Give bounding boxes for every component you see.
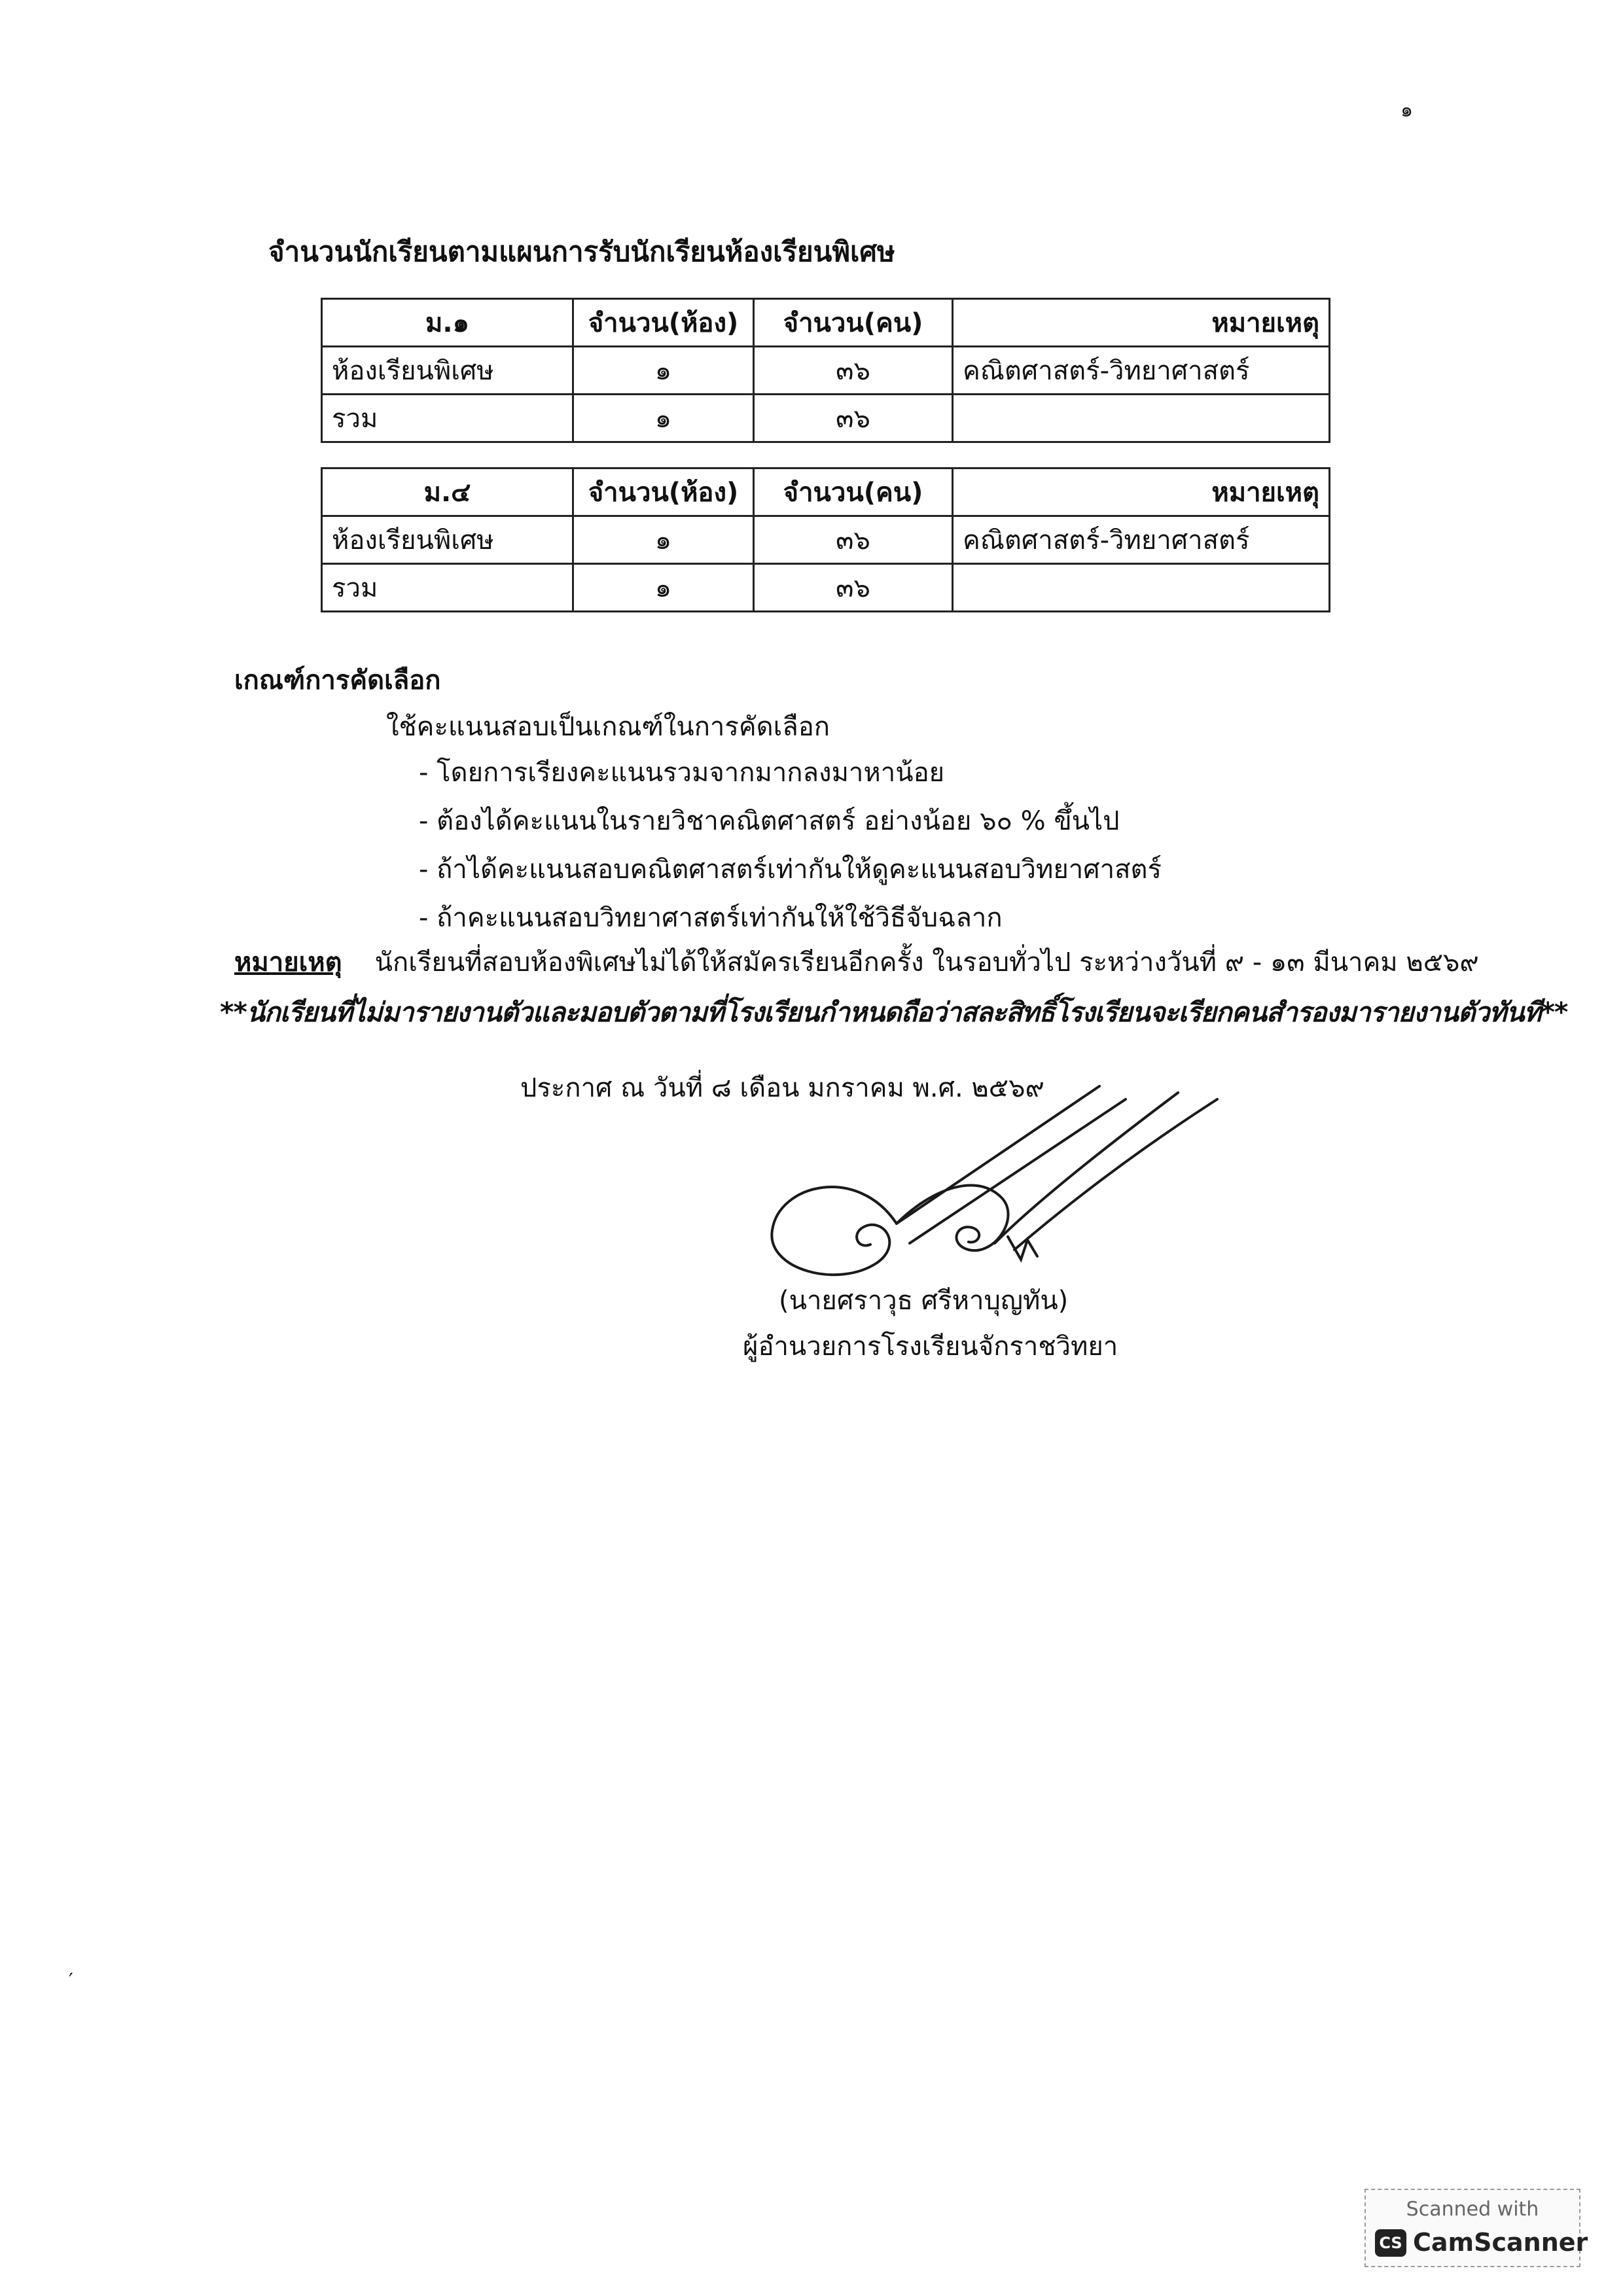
header-rooms: จำนวน(ห้อง) <box>573 299 754 347</box>
cell-students: ๓๖ <box>754 516 953 564</box>
announcement-date: ประกาศ ณ วันที่ ๘ เดือน มกราคม พ.ศ. ๒๕๖๙ <box>520 1073 1044 1103</box>
cell-rooms: ๑ <box>573 347 754 395</box>
cell-remark: คณิตศาสตร์-วิทยาศาสตร์ <box>953 516 1330 564</box>
cell-total-students: ๓๖ <box>754 564 953 612</box>
table-row-total <box>322 564 1330 612</box>
cell-program: ห้องเรียนพิเศษ <box>322 347 573 395</box>
list-item: - ถ้าได้คะแนนสอบคณิตศาสตร์เท่ากันให้ดูคะแนนสอบวิทยาศาสตร์ <box>419 855 1162 885</box>
page-number: ๑ <box>1400 99 1414 122</box>
cell-total-remark <box>953 395 1330 442</box>
criteria-title: เกณฑ์การคัดเลือก <box>234 665 441 696</box>
table-row-total <box>322 395 1330 442</box>
cell-total-rooms: ๑ <box>573 564 754 612</box>
cell-students: ๓๖ <box>754 347 953 395</box>
scanner-watermark <box>1364 2189 1588 2267</box>
cell-total-remark <box>953 564 1330 612</box>
cell-total-students: ๓๖ <box>754 395 953 442</box>
cell-total-label: รวม <box>322 395 573 442</box>
cell-total-label: รวม <box>322 564 573 612</box>
signatory-title: ผู้อำนวยการโรงเรียนจักราชวิทยา <box>743 1332 1118 1362</box>
cell-remark: คณิตศาสตร์-วิทยาศาสตร์ <box>953 347 1330 395</box>
table-header-row <box>322 468 1330 516</box>
list-item: - โดยการเรียงคะแนนรวมจากมากลงมาหาน้อย <box>419 758 945 788</box>
scanner-brand: CamScanner <box>1413 2228 1588 2257</box>
note-label: หมายเหตุ <box>234 947 342 978</box>
signatory-name: (นายศราวุธ ศรีหาบุญทัน) <box>779 1286 1069 1316</box>
list-item: - ถ้าคะแนนสอบวิทยาศาสตร์เท่ากันให้ใช้วิธีจับฉลาก <box>419 903 1003 933</box>
plan-table-m4 <box>321 467 1330 612</box>
criteria-list <box>419 751 1162 945</box>
scanner-caption: Scanned with <box>1406 2198 1539 2221</box>
header-students: จำนวน(คน) <box>754 468 953 516</box>
cell-rooms: ๑ <box>573 516 754 564</box>
page-heading: จำนวนนักเรียนตามแผนการรับนักเรียนห้องเรียนพิเศษ <box>268 236 895 268</box>
header-remark: หมายเหตุ <box>953 299 1330 347</box>
header-level: ม.๔ <box>322 468 573 516</box>
stray-mark: ′ <box>69 1969 73 1992</box>
warning-text: **นักเรียนที่ไม่มารายงานตัวและมอบตัวตามที่โรงเรียนกำหนดถือว่าสละสิทธิ์โรงเรียนจะเรียกคนสำรองมารายงานตัวทันที** <box>220 997 1568 1028</box>
camscanner-logo-icon: CS <box>1375 2229 1406 2257</box>
header-remark: หมายเหตุ <box>953 468 1330 516</box>
plan-table-m1 <box>321 298 1330 443</box>
header-rooms: จำนวน(ห้อง) <box>573 468 754 516</box>
criteria-intro: ใช้คะแนนสอบเป็นเกณฑ์ในการคัดเลือก <box>386 712 830 742</box>
note-line <box>234 941 1479 983</box>
note-text: นักเรียนที่สอบห้องพิเศษไม่ได้ให้สมัครเรียนอีกครั้ง ในรอบทั่วไป ระหว่างวันที่ ๙ - ๑๓ มีนาคม ๒๕๖๙ <box>374 947 1479 978</box>
cell-program: ห้องเรียนพิเศษ <box>322 516 573 564</box>
table-row <box>322 347 1330 395</box>
header-students: จำนวน(คน) <box>754 299 953 347</box>
header-level: ม.๑ <box>322 299 573 347</box>
table-row <box>322 516 1330 564</box>
cell-total-rooms: ๑ <box>573 395 754 442</box>
signature-image <box>759 1073 1257 1282</box>
table-header-row <box>322 299 1330 347</box>
list-item: - ต้องได้คะแนนในรายวิชาคณิตศาสตร์ อย่างน้อย ๖๐ % ขึ้นไป <box>419 806 1120 836</box>
